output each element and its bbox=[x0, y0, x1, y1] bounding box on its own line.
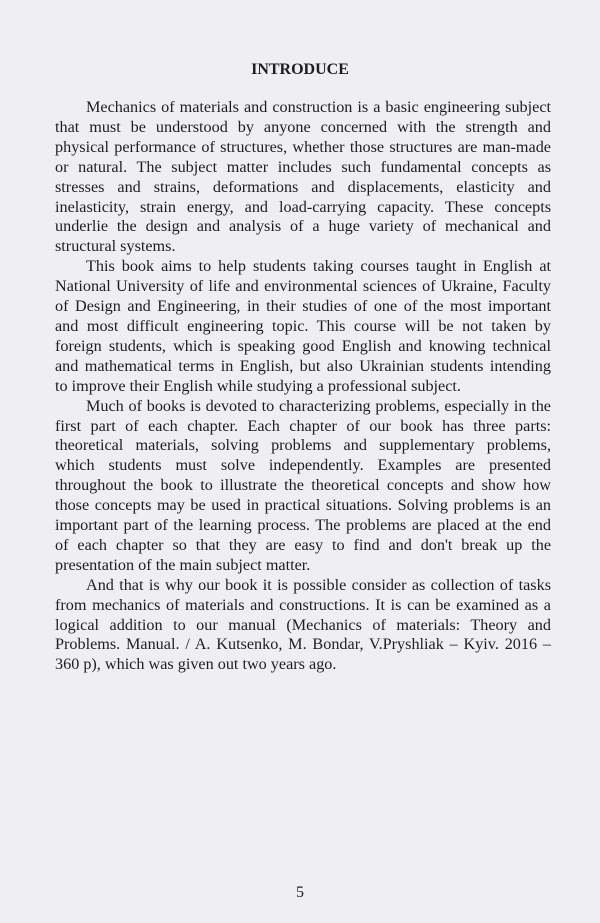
text-line: of Design and Engineering, in their studies of one of the most important bbox=[55, 297, 551, 316]
text-line: physical performance of structures, whether those structures are man-made bbox=[55, 137, 551, 156]
text-line: Mechanics of materials and construction is a basic engineering subject bbox=[86, 98, 551, 116]
text-line: And that is why our book it is possible consider as collection of tasks bbox=[86, 575, 551, 594]
text-line: important part of the learning process. The problems are placed at the end bbox=[55, 516, 551, 535]
paragraph bbox=[55, 257, 551, 396]
text-line: throughout the book to illustrate the theoretical concepts and show how bbox=[55, 476, 551, 495]
document-body bbox=[55, 98, 551, 675]
text-line: first part of each chapter. Each chapter of our book has three parts: bbox=[55, 416, 551, 435]
text-line: This book aims to help students taking courses taught in English at bbox=[86, 257, 551, 276]
text-line: and mathematical terms in English, but also Ukrainian students intending bbox=[55, 356, 551, 375]
text-line: of each chapter so that they are easy to find and don't break up the bbox=[55, 535, 551, 554]
text-line: structural systems. bbox=[55, 237, 176, 256]
text-line: 360 p), which was given out two years ago. bbox=[55, 655, 337, 674]
page-title: INTRODUCE bbox=[251, 61, 349, 78]
text-line: to improve their English while studying a professional subject. bbox=[55, 376, 461, 395]
text-line: underlie the design and analysis of a huge variety of mechanical and bbox=[55, 217, 551, 236]
text-line: or natural. The subject matter includes such fundamental concepts as bbox=[55, 157, 551, 176]
page-number: 5 bbox=[296, 884, 304, 901]
text-line: those concepts may be used in practical situations. Solving problems is an bbox=[55, 496, 551, 515]
text-line: Much of books is devoted to characterizing problems, especially in the bbox=[86, 396, 551, 415]
paragraph bbox=[55, 98, 551, 257]
text-line: theoretical materials, solving problems and supplementary problems, bbox=[55, 436, 551, 455]
text-line: National University of life and environmental sciences of Ukraine, Faculty bbox=[55, 277, 551, 296]
text-line: presentation of the main subject matter. bbox=[55, 555, 311, 574]
paragraph bbox=[55, 576, 551, 676]
paragraph bbox=[55, 397, 551, 576]
text-line: stresses and strains, deformations and displacements, elasticity and bbox=[55, 177, 551, 196]
text-line: and most difficult engineering topic. This course will be not taken by bbox=[55, 316, 551, 335]
text-line: logical addition to our manual (Mechanics of materials: Theory and bbox=[55, 615, 551, 634]
text-line: which students must solve independently. Examples are presented bbox=[55, 456, 551, 475]
text-line: foreign students, which is speaking good English and knowing technical bbox=[55, 336, 551, 355]
text-line: that must be understood by anyone concerned with the strength and bbox=[55, 117, 551, 136]
text-line: from mechanics of materials and constructions. It is can be examined as a bbox=[55, 595, 551, 614]
text-line: Problems. Manual. / A. Kutsenko, M. Bondar, V.Pryshliak – Kyiv. 2016 – bbox=[55, 635, 551, 654]
text-line: inelasticity, strain energy, and load-carrying capacity. These concepts bbox=[55, 197, 551, 216]
